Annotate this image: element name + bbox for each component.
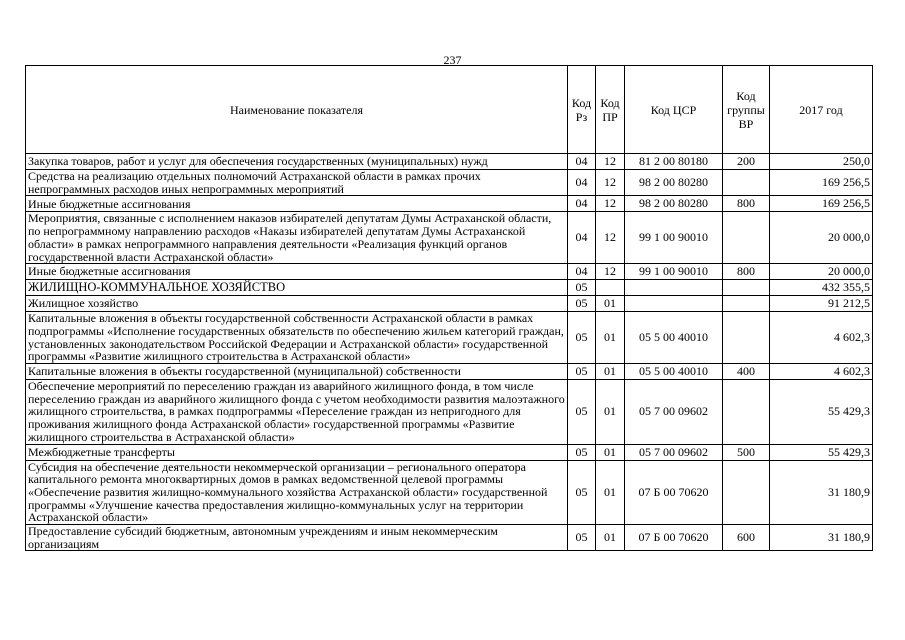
row-name: Закупка товаров, работ и услуг для обеспечения государственных (муниципальных) нужд bbox=[26, 154, 568, 170]
table-row bbox=[26, 264, 873, 280]
row-rz: 04 bbox=[568, 154, 596, 170]
row-pr: 01 bbox=[596, 312, 625, 364]
row-rz: 04 bbox=[568, 196, 596, 212]
row-vr: 200 bbox=[723, 154, 770, 170]
row-amount: 169 256,5 bbox=[770, 170, 873, 196]
table-row bbox=[26, 380, 873, 445]
row-rz: 05 bbox=[568, 460, 596, 525]
row-name: Средства на реализацию отдельных полномочий Астраханской области в рамках прочих непрограммных расходов иных непрограммных мероприятий bbox=[26, 170, 568, 196]
table-row bbox=[26, 525, 873, 551]
row-amount: 55 429,3 bbox=[770, 444, 873, 460]
header-pr: Код ПР bbox=[596, 66, 625, 154]
row-pr: 01 bbox=[596, 380, 625, 445]
row-amount: 4 602,3 bbox=[770, 312, 873, 364]
row-pr: 01 bbox=[596, 444, 625, 460]
row-vr: 800 bbox=[723, 264, 770, 280]
row-amount: 31 180,9 bbox=[770, 460, 873, 525]
row-csr: 07 Б 00 70620 bbox=[625, 460, 723, 525]
row-pr bbox=[596, 280, 625, 296]
row-csr: 99 1 00 90010 bbox=[625, 264, 723, 280]
row-amount: 20 000,0 bbox=[770, 212, 873, 264]
row-rz: 05 bbox=[568, 444, 596, 460]
row-name: Мероприятия, связанные с исполнением наказов избирателей депутатам Думы Астраханской области, по непрограммному направлению расходов «Наказы избирателей депутатам Думы Астраханской области» в рамках непрограммного направления деятельности «Реализация функций органов государственной власти Астраханской области» bbox=[26, 212, 568, 264]
row-csr: 05 7 00 09602 bbox=[625, 444, 723, 460]
row-amount: 20 000,0 bbox=[770, 264, 873, 280]
row-pr: 12 bbox=[596, 212, 625, 264]
table-row bbox=[26, 296, 873, 312]
row-vr: 800 bbox=[723, 196, 770, 212]
row-rz: 05 bbox=[568, 525, 596, 551]
row-name: Иные бюджетные ассигнования bbox=[26, 264, 568, 280]
row-pr: 01 bbox=[596, 525, 625, 551]
row-vr bbox=[723, 170, 770, 196]
header-year: 2017 год bbox=[770, 66, 873, 154]
row-name: Капитальные вложения в объекты государственной собственности Астраханской области в рамках подпрограммы «Исполнение государственных обязательств по обеспечению жильем категорий граждан, установленных законодательством Российской Федерации и Астраханской области» государственной программы «Развитие жилищного строительства в Астраханской области» bbox=[26, 312, 568, 364]
row-csr: 98 2 00 80280 bbox=[625, 196, 723, 212]
row-rz: 04 bbox=[568, 264, 596, 280]
row-pr: 12 bbox=[596, 264, 625, 280]
row-pr: 12 bbox=[596, 196, 625, 212]
row-csr: 99 1 00 90010 bbox=[625, 212, 723, 264]
row-vr bbox=[723, 280, 770, 296]
row-rz: 04 bbox=[568, 170, 596, 196]
row-rz: 05 bbox=[568, 364, 596, 380]
row-rz: 05 bbox=[568, 380, 596, 445]
row-vr: 500 bbox=[723, 444, 770, 460]
row-name: Жилищное хозяйство bbox=[26, 296, 568, 312]
row-vr bbox=[723, 380, 770, 445]
table-row bbox=[26, 280, 873, 296]
table-row bbox=[26, 212, 873, 264]
page-number: 237 bbox=[443, 53, 462, 67]
table-row bbox=[26, 312, 873, 364]
row-vr: 600 bbox=[723, 525, 770, 551]
row-csr bbox=[625, 280, 723, 296]
row-amount: 169 256,5 bbox=[770, 196, 873, 212]
row-amount: 250,0 bbox=[770, 154, 873, 170]
table-row bbox=[26, 170, 873, 196]
header-rz: Код Рз bbox=[568, 66, 596, 154]
row-vr: 400 bbox=[723, 364, 770, 380]
row-amount: 91 212,5 bbox=[770, 296, 873, 312]
row-amount: 31 180,9 bbox=[770, 525, 873, 551]
row-csr bbox=[625, 296, 723, 312]
row-name: Обеспечение мероприятий по переселению граждан из аварийного жилищного фонда, в том числе переселению граждан из аварийного жилищного фонда с учетом необходимости развития малоэтажного жилищного строительства, в рамках подпрограммы «Переселение граждан из непригодного для проживания жилищного фонда Астраханской области» государственной программы «Развитие жилищного строительства в Астраханской области» bbox=[26, 380, 568, 445]
table-row bbox=[26, 196, 873, 212]
row-rz: 04 bbox=[568, 212, 596, 264]
header-vr: Код группы ВР bbox=[723, 66, 770, 154]
header-csr: Код ЦСР bbox=[625, 66, 723, 154]
row-name: Межбюджетные трансферты bbox=[26, 444, 568, 460]
row-csr: 81 2 00 80180 bbox=[625, 154, 723, 170]
table-row bbox=[26, 444, 873, 460]
row-name: Иные бюджетные ассигнования bbox=[26, 196, 568, 212]
row-pr: 01 bbox=[596, 364, 625, 380]
header-name: Наименование показателя bbox=[26, 66, 568, 154]
row-amount: 432 355,5 bbox=[770, 280, 873, 296]
row-rz: 05 bbox=[568, 280, 596, 296]
row-pr: 12 bbox=[596, 154, 625, 170]
row-vr bbox=[723, 460, 770, 525]
table-row bbox=[26, 364, 873, 380]
table-header-row bbox=[26, 66, 873, 154]
row-csr: 07 Б 00 70620 bbox=[625, 525, 723, 551]
row-csr: 98 2 00 80280 bbox=[625, 170, 723, 196]
row-amount: 55 429,3 bbox=[770, 380, 873, 445]
row-vr bbox=[723, 212, 770, 264]
row-name: ЖИЛИЩНО-КОММУНАЛЬНОЕ ХОЗЯЙСТВО bbox=[26, 280, 568, 296]
row-name: Капитальные вложения в объекты государственной (муниципальной) собственности bbox=[26, 364, 568, 380]
row-amount: 4 602,3 bbox=[770, 364, 873, 380]
row-csr: 05 5 00 40010 bbox=[625, 312, 723, 364]
budget-table bbox=[25, 65, 873, 551]
row-rz: 05 bbox=[568, 312, 596, 364]
row-vr bbox=[723, 296, 770, 312]
row-csr: 05 7 00 09602 bbox=[625, 380, 723, 445]
row-pr: 12 bbox=[596, 170, 625, 196]
table-row bbox=[26, 460, 873, 525]
row-pr: 01 bbox=[596, 296, 625, 312]
row-rz: 05 bbox=[568, 296, 596, 312]
row-pr: 01 bbox=[596, 460, 625, 525]
row-name: Субсидия на обеспечение деятельности некоммерческой организации – регионального оператора капитального ремонта многоквартирных домов в рамках ведомственной целевой программы «Обеспечение развития жилищно-коммунального хозяйства Астраханской области» государственной программы «Улучшение качества предоставления жилищно-коммунальных услуг на территории Астраханской области» bbox=[26, 460, 568, 525]
row-csr: 05 5 00 40010 bbox=[625, 364, 723, 380]
row-vr bbox=[723, 312, 770, 364]
row-name: Предоставление субсидий бюджетным, автономным учреждениям и иным некоммерческим организациям bbox=[26, 525, 568, 551]
table-row bbox=[26, 154, 873, 170]
